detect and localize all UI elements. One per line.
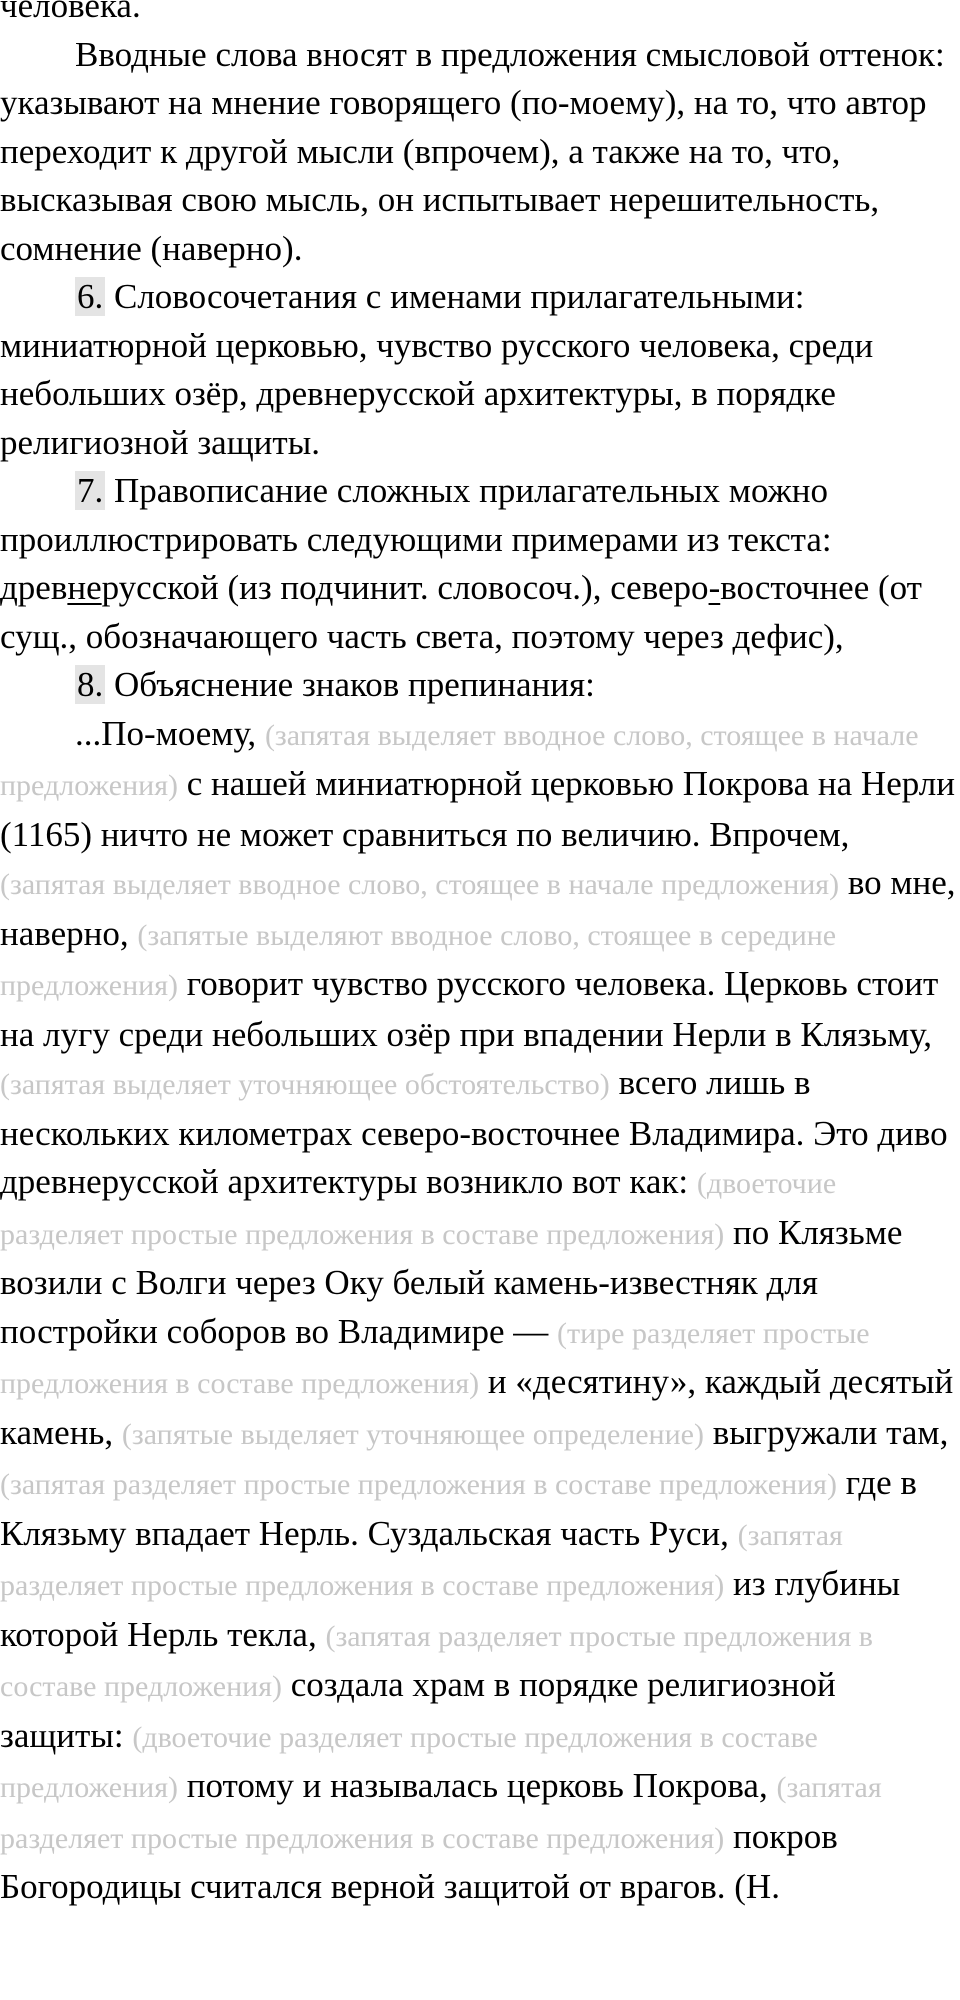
text-fragment: выгружали там, xyxy=(703,1412,949,1452)
text-fragment: по Клязьме возили с Волги через Оку белый камень-известняк для постройки соборов во Владимире — xyxy=(0,1212,903,1351)
punctuation-note: (запятая выделяет уточняющее обстоятельство) xyxy=(0,1068,610,1101)
item-6-number: 6. xyxy=(77,277,104,316)
punctuation-note: (запятая выделяет вводное слово, стоящее в начале предложения) xyxy=(0,718,919,802)
punctuation-note: (запятая разделяет простые предложения в составе предложения) xyxy=(0,1771,882,1855)
item-6-text: Словосочетания с именами прилагательными: миниатюрной церковью, чувство русского человека, среди небольших озёр, древнерусской архитектуры, в порядке религиозной защиты. xyxy=(0,277,874,462)
item-7-underlined-ne: не xyxy=(67,568,102,607)
item-8-number: 8. xyxy=(77,665,104,704)
punctuation-note: (запятая выделяет вводное слово, стоящее в начале предложения) xyxy=(0,868,840,901)
text-fragment: и «десятину», каждый десятый камень, xyxy=(0,1362,954,1452)
text-fragment: где в Клязьму впадает Нерль. Суздальская часть Руси, xyxy=(0,1463,917,1553)
text-fragment: ...По-моему, xyxy=(75,713,265,753)
item-7-text-3: восточнее (от сущ., обозначающего часть света, поэтому через дефис), xyxy=(0,568,922,656)
text-fragment: во мне, наверно, xyxy=(0,863,956,953)
item-6 xyxy=(0,273,960,467)
text-fragment: всего лишь в нескольких километрах северо-восточнее Владимира. Это диво древнерусской архитектуры возникло вот как: xyxy=(0,1063,948,1201)
text-fragment: потому и называлась церковь Покрова, xyxy=(178,1766,777,1805)
punctuation-note: (запятая разделяет простые предложения в составе предложения) xyxy=(0,1619,873,1703)
item-8-text: Объяснение знаков препинания: xyxy=(105,665,595,704)
text-fragment: покров Богородицы считался верной защитой от врагов. (Н. xyxy=(0,1816,838,1906)
item-7 xyxy=(0,467,960,661)
text-fragment: говорит чувство русского человека. Церковь стоит на лугу среди небольших озёр при впадении Нерли в Клязьму, xyxy=(0,964,939,1054)
item-7-underlined-hyphen: - xyxy=(708,568,721,607)
punctuation-note: (запятые выделяет уточняющее определение) xyxy=(121,1417,704,1451)
punctuation-note: (двоеточие разделяет простые предложения в составе предложения) xyxy=(0,1720,818,1804)
punctuation-analysis-paragraph xyxy=(0,710,960,1912)
punctuation-note: (запятая разделяет простые предложения в составе предложения) xyxy=(0,1468,837,1501)
text-fragment: создала храм в порядке религиозной защиты: xyxy=(0,1665,836,1755)
punctuation-note: (запятые выделяют вводное слово, стоящее в середине предложения) xyxy=(0,918,837,1002)
text-fragment: с нашей миниатюрной церковью Покрова на Нерли (1165) ничто не может сравниться по величию. Впрочем, xyxy=(0,764,955,854)
punctuation-note: (двоеточие разделяет простые предложения в составе предложения) xyxy=(0,1167,837,1251)
paragraph-vvodnye-slova: Вводные слова вносят в предложения смысловой оттенок: указывают на мнение говорящего (по-моему), на то, что автор переходит к другой мысли (впрочем), а также на то, что, высказывая свою мысль, он испытывает нерешительность, сомнение (наверно). xyxy=(0,34,945,268)
punctuation-note: (тире разделяет простые предложения в составе предложения) xyxy=(0,1316,870,1400)
item-7-number: 7. xyxy=(77,471,104,510)
item-7-text-2: русской (из подчинит. словосоч.), северо xyxy=(101,568,709,607)
text-fragment: из глубины которой Нерль текла, xyxy=(0,1564,901,1654)
intro-tail: человека. xyxy=(0,0,141,25)
punctuation-note: (запятая разделяет простые предложения в составе предложения) xyxy=(0,1518,843,1602)
item-8 xyxy=(0,661,960,710)
item-7-text-1: Правописание сложных прилагательных можно проиллюстрировать следующими примерами из текста: древ xyxy=(0,471,832,607)
